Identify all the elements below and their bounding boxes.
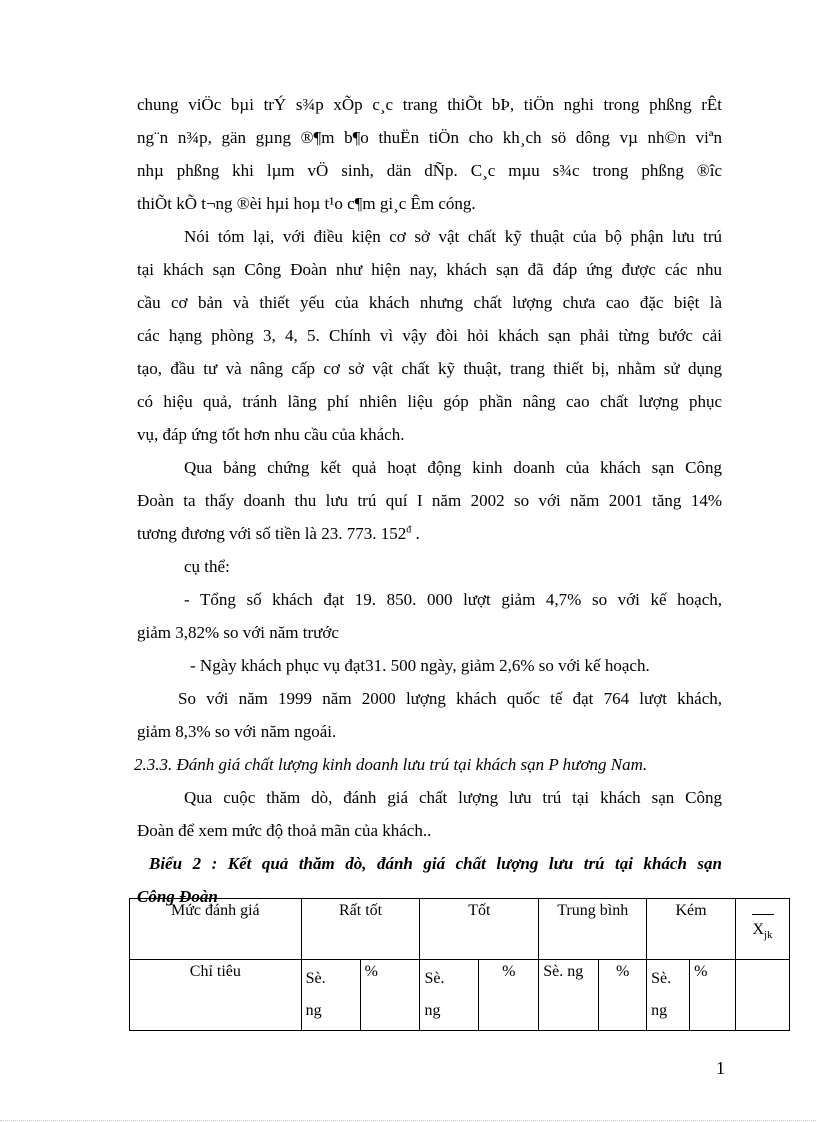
paragraph-line: cầu cơ bản và thiết yếu của khách nhưng chất lượng chưa cao đặc biệt là [137,293,722,312]
paragraph-line: chung viÖc bµi trÝ s¾p xÕp c¸c trang thiÕt bÞ, tiÖn nghi trong phßng rÊt [137,95,722,114]
paragraph-line: giảm 3,82% so với năm trước [137,623,339,642]
survey-table [129,898,790,1031]
paragraph-line: ng¨n n¾p, gän gµng ®¶m b¶o thuËn tiÖn cho kh¸ch sö dông vµ nh©n viªn [137,128,722,147]
paragraph-line: So với năm 1999 năm 2000 lượng khách quốc tế đạt 764 lượt khách, [178,689,722,708]
revenue-amount: tương đương với số tiền là 23. 773. 152 [137,524,407,543]
paragraph-line: cụ thể: [184,557,230,576]
paragraph-line: tại khách sạn Công Đoàn như hiện nay, khách sạn đã đáp ứng được các nhu [137,260,722,279]
paragraph-line: Đoàn để xem mức độ thoả mãn của khách.. [137,821,432,840]
paragraph-line: Nói tóm lại, với điều kiện cơ sở vật chất kỹ thuật của bộ phận lưu trú [184,227,722,246]
table-subheader-row [130,960,790,1031]
paragraph-line: giảm 8,3% so với năm ngoái. [137,722,337,741]
table-header-row [130,899,790,960]
row-criteria: Chỉ tiêu [130,960,302,1031]
percent-cell: % [360,960,420,1031]
paragraph-line: - Ngày khách phục vụ đạt31. 500 ngày, giảm 2,6% so với kế hoạch. [190,656,650,675]
paragraph-line: các hạng phòng 3, 4, 5. Chính vì vậy đòi hỏi khách sạn phải từng bước cải [137,326,722,345]
overline-mark [752,914,774,915]
count-cell: Sè. ng [539,960,599,1031]
header-good: Tốt [420,899,539,960]
percent-cell: % [479,960,539,1031]
mean-subscript: jk [764,929,773,942]
paragraph-line: Qua cuộc thăm dò, đánh giá chất lượng lưu trú tại khách sạn Công [184,788,722,807]
mean-cell [736,960,790,1031]
header-mean [736,899,790,960]
section-heading: 2.3.3. Đánh giá chất lượng kinh doanh lưu trú tại khách sạn P hương Nam. [134,755,648,774]
paragraph-line [137,524,722,544]
table-caption-line2: Công Đoàn [137,887,218,906]
page-bottom-rule [0,1120,816,1121]
paragraph-line: Đoàn ta thấy doanh thu lưu trú quí I năm 2002 so với năm 2001 tăng 14% [137,491,722,510]
currency-suffix: . [411,524,420,543]
header-poor: Kém [647,899,736,960]
paragraph-line: vụ, đáp ứng tốt hơn nhu cầu của khách. [137,425,405,444]
header-rating: Mức đánh giá [130,899,302,960]
page-number: 1 [716,1058,725,1078]
mean-symbol: X [752,921,764,938]
paragraph-line: có hiệu quả, tránh lãng phí nhiên liệu góp phần nâng cao chất lượng phục [137,392,722,411]
header-excellent: Rất tốt [301,899,420,960]
paragraph-line: - Tổng số khách đạt 19. 850. 000 lượt giảm 4,7% so với kế hoạch, [184,590,722,609]
table-caption: Biểu 2 : Kết quả thăm dò, đánh giá chất lượng lưu trú tại khách sạn [149,854,722,873]
percent-cell: % [690,960,736,1031]
currency-mark: đ [406,524,412,536]
paragraph-line: nhµ phßng khi lµm vÖ sinh, dän dÑp. C¸c mµu s¾c trong phßng ®îc [137,161,722,180]
paragraph-line: tạo, đầu tư và nâng cấp cơ sở vật chất kỹ thuật, trang thiết bị, nhằm sử dụng [137,359,722,378]
count-cell: Sè. ng [301,960,360,1031]
paragraph-line: thiÕt kÕ t¬ng ®èi hµi hoµ t¹o c¶m gi¸c Êm cóng. [137,194,476,213]
header-average: Trung bình [539,899,647,960]
paragraph-line: Qua bảng chứng kết quả hoạt động kinh doanh của khách sạn Công [184,458,722,477]
count-cell: Sè. ng [420,960,479,1031]
count-cell: Sè. ng [647,960,690,1031]
percent-cell: % [599,960,647,1031]
